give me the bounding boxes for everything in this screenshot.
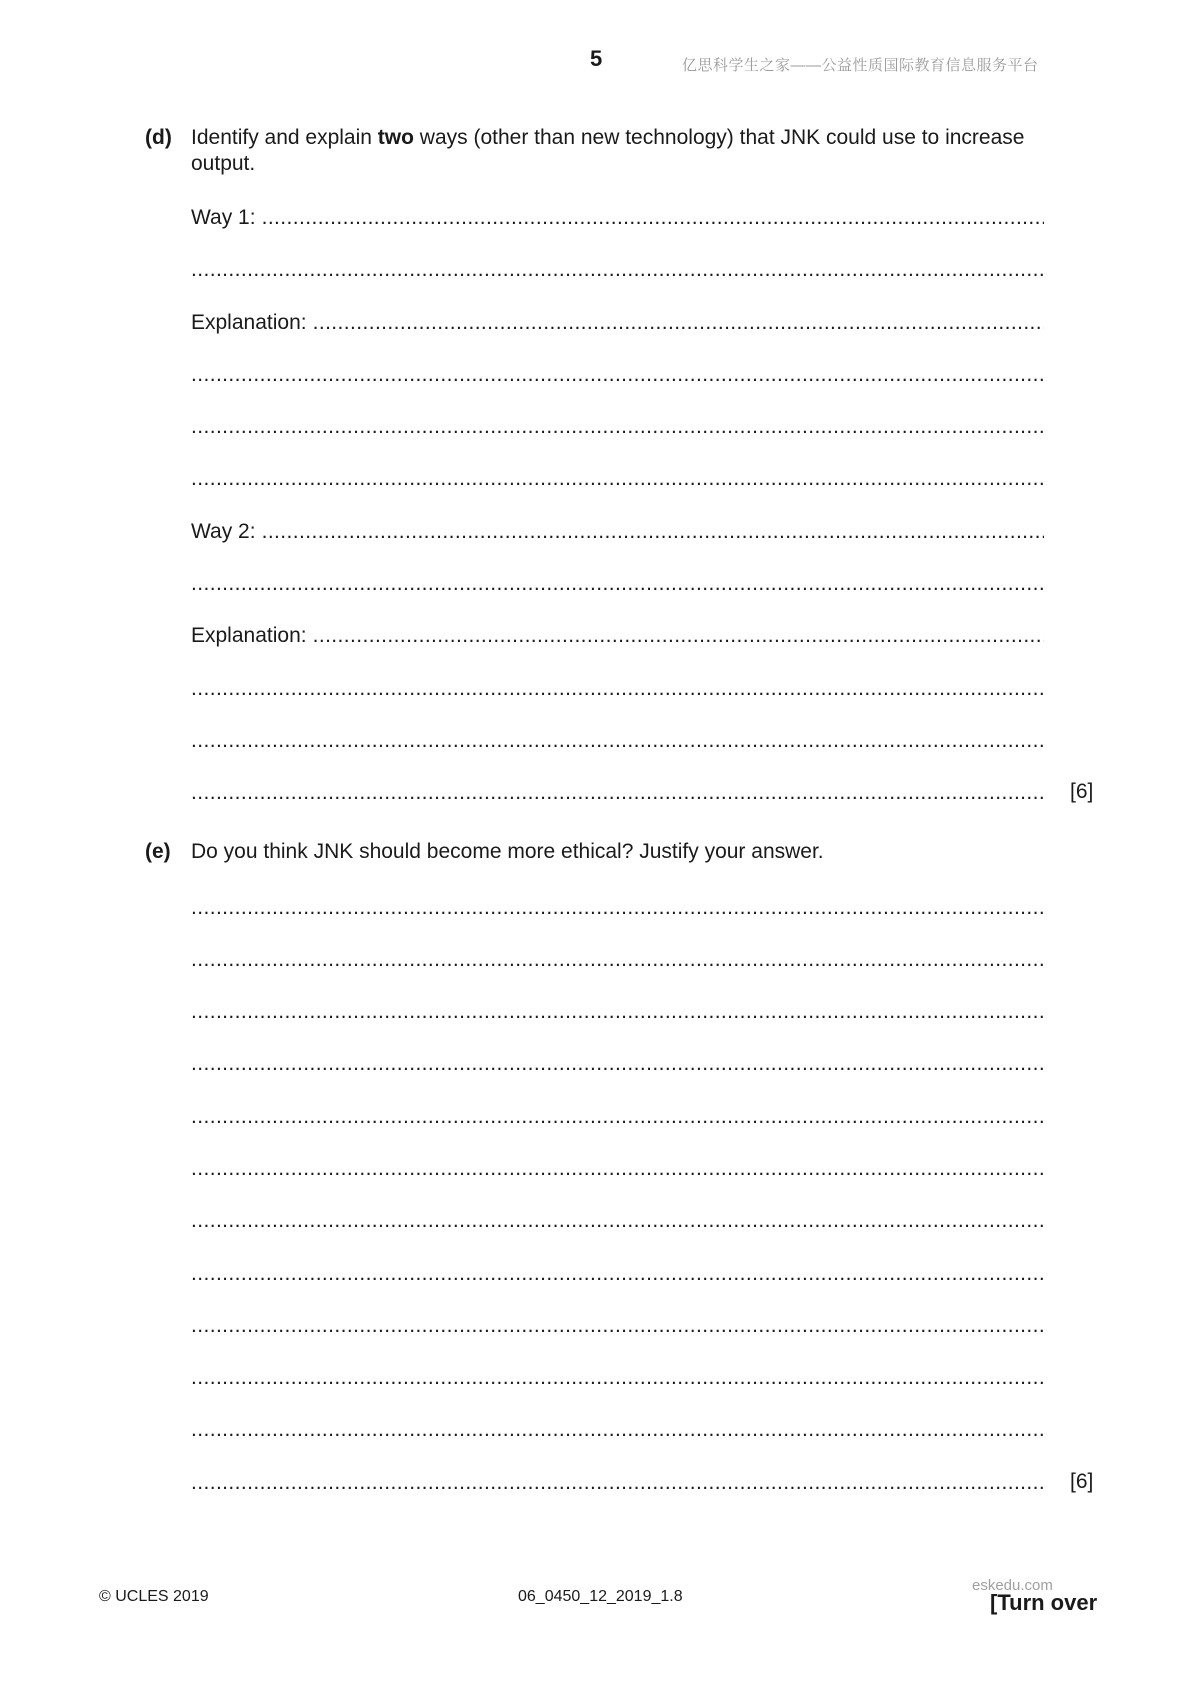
dotted-line [191, 414, 1044, 440]
dotted-line [191, 947, 1044, 973]
answer-line[interactable] [191, 1156, 1044, 1182]
header-watermark: 亿思科学生之家——公益性质国际教育信息服务平台 [682, 57, 1039, 74]
dotted-line [191, 1470, 1044, 1496]
answer-line[interactable] [191, 362, 1044, 388]
answer-line[interactable] [191, 1261, 1044, 1287]
dotted-line [191, 1261, 1044, 1287]
question-d-text-bold: two [377, 126, 414, 149]
answer-line[interactable] [191, 466, 1044, 492]
answer-line[interactable] [191, 1470, 1044, 1496]
dotted-line [191, 1313, 1044, 1339]
answer-line[interactable] [191, 895, 1044, 921]
dotted-line [191, 780, 1044, 806]
answer-line[interactable] [191, 999, 1044, 1025]
explanation1-label: Explanation: [191, 311, 307, 334]
dotted-line [191, 257, 1044, 283]
answer-line[interactable] [191, 728, 1044, 754]
answer-line[interactable] [191, 1417, 1044, 1443]
answer-line[interactable] [191, 414, 1044, 440]
answer-line[interactable] [191, 1051, 1044, 1077]
dotted-line [191, 999, 1044, 1025]
dotted-line [191, 466, 1044, 492]
way1-label: Way 1: [191, 206, 256, 229]
answer-line[interactable] [191, 947, 1044, 973]
dotted-line [191, 728, 1044, 754]
footer-watermark: eskedu.com [972, 1577, 1053, 1594]
question-d-text-end: ways (other than new technology) that JNK could use to increase output. [191, 126, 1025, 175]
dotted-line [191, 1365, 1044, 1391]
dotted-line [262, 205, 1044, 231]
question-e-marks: [6] [1070, 1470, 1094, 1493]
dotted-line [262, 519, 1044, 545]
answer-line[interactable] [191, 676, 1044, 702]
answer-line[interactable] [191, 780, 1044, 806]
dotted-line [191, 362, 1044, 388]
question-d-label: (d) [145, 126, 172, 149]
dotted-line [191, 676, 1044, 702]
dotted-line [191, 571, 1044, 597]
dotted-line [313, 623, 1044, 649]
dotted-line [191, 1104, 1044, 1130]
dotted-line [191, 1156, 1044, 1182]
answer-line[interactable] [191, 571, 1044, 597]
question-d-marks: [6] [1070, 780, 1094, 803]
dotted-line [191, 895, 1044, 921]
question-d-text-start: Identify and explain [191, 126, 378, 149]
answer-line-explanation1[interactable] [191, 310, 1044, 336]
turn-over: [Turn over [990, 1590, 1098, 1615]
question-e-label: (e) [145, 840, 171, 863]
answer-line[interactable] [191, 1313, 1044, 1339]
document-code: 06_0450_12_2019_1.8 [518, 1588, 683, 1605]
question-e-text: Do you think JNK should become more ethical? Justify your answer. [191, 840, 824, 863]
answer-line-way2[interactable] [191, 519, 1044, 545]
answer-line[interactable] [191, 1104, 1044, 1130]
question-d-text [191, 125, 1091, 177]
explanation2-label: Explanation: [191, 624, 307, 647]
answer-line[interactable] [191, 1365, 1044, 1391]
page-number: 5 [590, 46, 603, 71]
answer-line[interactable] [191, 1208, 1044, 1234]
dotted-line [313, 310, 1044, 336]
answer-line-explanation2[interactable] [191, 623, 1044, 649]
answer-line[interactable] [191, 257, 1044, 283]
dotted-line [191, 1051, 1044, 1077]
way2-label: Way 2: [191, 520, 256, 543]
dotted-line [191, 1417, 1044, 1443]
answer-line-way1[interactable] [191, 205, 1044, 231]
dotted-line [191, 1208, 1044, 1234]
copyright: © UCLES 2019 [99, 1588, 209, 1605]
